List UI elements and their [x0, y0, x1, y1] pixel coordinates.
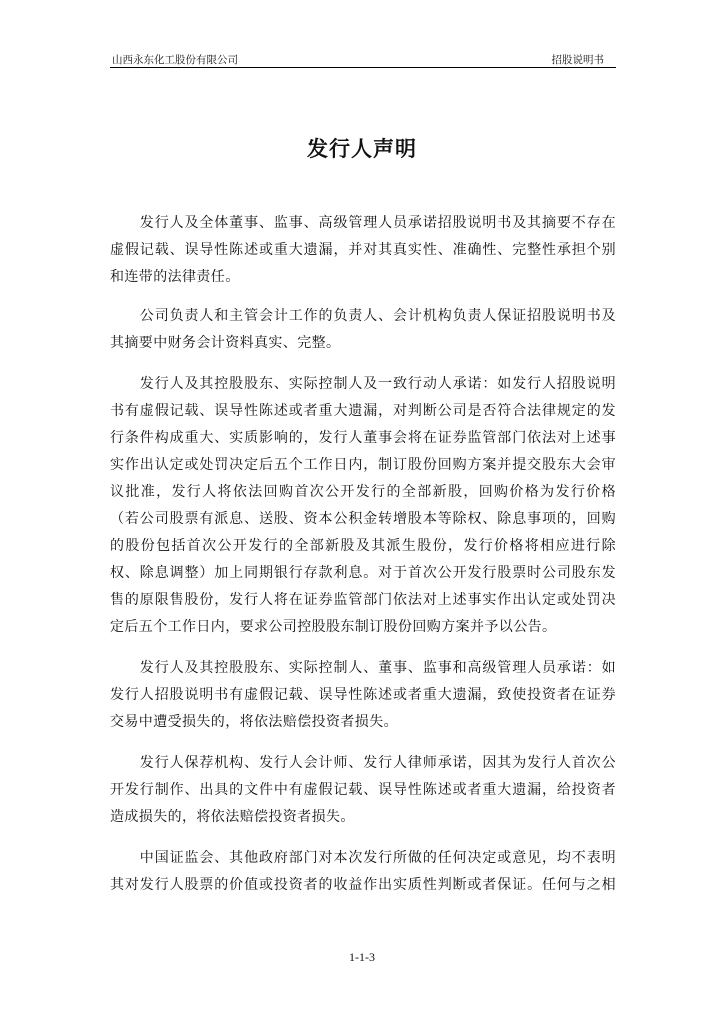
text-line: 发行人招股说明书有虚假记载、误导性陈述或者重大遗漏，致使投资者在证券	[110, 687, 616, 703]
text-line: 行条件构成重大、实质影响的，发行人董事会将在证券监管部门依法对上述事	[110, 430, 616, 446]
text-line: 发行人及全体董事、监事、高级管理人员承诺招股说明书及其摘要不存在	[110, 215, 616, 231]
text-line: 交易中遭受损失的，将依法赔偿投资者损失。	[110, 714, 398, 730]
page-title: 发行人声明	[307, 137, 417, 161]
paragraph-3	[110, 371, 616, 641]
text-line: 其摘要中财务会计资料真实、完整。	[110, 335, 341, 351]
paragraph-2	[110, 303, 616, 357]
text-line: 虚假记载、误导性陈述或重大遗漏，并对其真实性、准确性、完整性承担个别	[110, 242, 616, 258]
text-line: 实作出认定或处罚决定后五个工作日内，制订股份回购方案并提交股东大会审	[110, 457, 616, 473]
text-line: 开发行制作、出具的文件中有虚假记载、误导性陈述或者重大遗漏，给投资者	[110, 782, 616, 798]
paragraph-5	[110, 750, 616, 831]
text-line: 公司负责人和主管会计工作的负责人、会计机构负责人保证招股说明书及	[110, 308, 616, 324]
paragraph-1	[110, 210, 616, 291]
text-line: 发行人保荐机构、发行人会计师、发行人律师承诺，因其为发行人首次公	[110, 755, 616, 771]
text-line: 议批准，发行人将依法回购首次公开发行的全部新股，回购价格为发行价格	[110, 484, 616, 500]
paragraph-6	[110, 845, 616, 899]
text-line: 权、除息调整）加上同期银行存款利息。对于首次公开发行股票时公司股东发	[110, 565, 616, 581]
header-company-name: 山西永东化工股份有限公司	[112, 54, 238, 66]
text-line: 造成损失的，将依法赔偿投资者损失。	[110, 809, 355, 825]
text-line: 其对发行人股票的价值或投资者的收益作出实质性判断或者保证。任何与之相	[110, 877, 616, 893]
header-document-type: 招股说明书	[551, 54, 604, 66]
text-line: 发行人及其控股股东、实际控制人、董事、监事和高级管理人员承诺：如	[110, 660, 616, 676]
text-line: 中国证监会、其他政府部门对本次发行所做的任何决定或意见，均不表明	[110, 850, 616, 866]
page-number: 1-1-3	[349, 950, 375, 964]
statement-body	[110, 210, 616, 913]
text-line: （若公司股票有派息、送股、资本公积金转增股本等除权、除息事项的，回购	[110, 511, 616, 527]
text-line: 售的原限售股份，发行人将在证券监管部门依法对上述事实作出认定或处罚决	[110, 592, 616, 608]
text-line: 定后五个工作日内，要求公司控股股东制订股份回购方案并予以公告。	[110, 619, 557, 635]
paragraph-4	[110, 655, 616, 736]
text-line: 的股份包括首次公开发行的全部新股及其派生股份，发行价格将相应进行除	[110, 538, 616, 554]
text-line: 发行人及其控股股东、实际控制人及一致行动人承诺：如发行人招股说明	[110, 376, 616, 392]
text-line: 书有虚假记载、误导性陈述或者重大遗漏，对判断公司是否符合法律规定的发	[110, 403, 616, 419]
text-line: 和连带的法律责任。	[110, 269, 240, 285]
page-header	[110, 50, 616, 68]
